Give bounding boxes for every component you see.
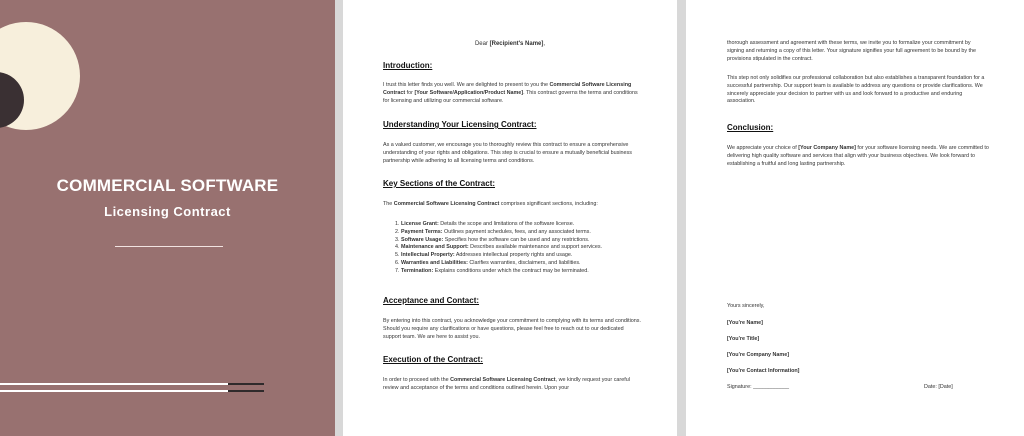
sender-company: [You're Company Name] xyxy=(727,352,789,358)
intro-heading: Introduction: xyxy=(383,61,433,70)
closing: Yours sincerely, xyxy=(727,303,765,309)
list-item: 1. License Grant: Details the scope and limitations of the software license. xyxy=(401,221,645,229)
list-item: 6. Warranties and Liabilities: Clarifies warranties, disclaimers, and liabilities. xyxy=(401,260,645,268)
greeting: Dear [Recipient's Name], xyxy=(474,41,546,47)
partnership-paragraph: This step not only solidifies our professional collaboration but also establishes a transparent foundation for a successful partnership. Our support team is available to address any questions or provide clarifications. We sincerely appreciate your decision to partner with us and look forward to a productive and enduring association. xyxy=(727,75,985,105)
understanding-paragraph: As a valued customer, we encourage you to thoroughly review this contract to ensure a comprehensive understanding of your rights and obligations. This step is crucial to ensure a mutually beneficial business partnership while adhering to all licensing terms and conditions. xyxy=(383,142,632,164)
letter-page-2 xyxy=(686,0,1024,436)
continuation-paragraph: thorough assessment and agreement with these terms, we invite you to formalize your commitment by signing and returning a copy of this letter. Your signature signifies your full agreement to be bound by the provisions stipulated in the contract. xyxy=(727,40,977,62)
acceptance-heading: Acceptance and Contact: xyxy=(383,296,480,305)
acceptance-paragraph: By entering into this contract, you acknowledge your commitment to complying with its terms and conditions. Should you require any clarifications or have questions, please feel free to reach out to our dedicated support team. We are here to assist you. xyxy=(383,318,641,340)
cover-bar xyxy=(0,383,264,385)
intro-paragraph: I trust this letter finds you well. We are delighted to present to you the Commercial Software Licensing Contract for [Your Software/Application/Product Name]. This contract governs the terms and conditions for licensing and utilizing our commercial software. xyxy=(383,82,638,104)
list-item: 5. Intellectual Property: Addresses intellectual property rights and usage. xyxy=(401,252,645,260)
date-line: Date: [Date] xyxy=(924,384,953,390)
key-sections-heading: Key Sections of the Contract: xyxy=(383,179,496,188)
letter-page-1 xyxy=(343,0,677,436)
cover-bar xyxy=(0,390,264,392)
conclusion-paragraph: We appreciate your choice of [Your Company Name] for your software licensing needs. We are committed to delivering high quality software and services that align with your business objectives. We look forward to establishing a fruitful and long lasting partnership. xyxy=(727,145,989,167)
list-item: 4. Maintenance and Support: Describes available maintenance and support services. xyxy=(401,244,645,252)
signature-line: Signature: ____________ xyxy=(727,384,790,390)
key-sections-list xyxy=(383,221,645,276)
sender-contact: [You're Contact Information] xyxy=(727,368,800,374)
cover-bar-accent xyxy=(228,383,264,385)
understanding-heading: Understanding Your Licensing Contract: xyxy=(383,120,537,129)
list-item: 3. Software Usage: Specifies how the software can be used and any restrictions. xyxy=(401,237,645,245)
sender-title: [You're Title] xyxy=(727,336,760,342)
cover-bar-accent xyxy=(228,390,264,392)
list-item: 2. Payment Terms: Outlines payment schedules, fees, and any associated terms. xyxy=(401,229,645,237)
cover-page xyxy=(0,0,335,436)
page-gap xyxy=(677,0,686,436)
list-item: 7. Termination: Explains conditions under which the contract may be terminated. xyxy=(401,268,645,276)
key-sections-intro: The Commercial Software Licensing Contract comprises significant sections, including: xyxy=(383,201,598,207)
execution-paragraph: In order to proceed with the Commercial Software Licensing Contract, we kindly request your careful review and acceptance of the terms and conditions outlined herein. Upon your xyxy=(383,377,630,391)
cover-title: COMMERCIAL SOFTWARE xyxy=(56,176,279,195)
page-gap xyxy=(335,0,343,436)
sender-name: [You're Name] xyxy=(727,320,763,326)
cover-subtitle: Licensing Contract xyxy=(104,204,231,219)
execution-heading: Execution of the Contract: xyxy=(383,355,484,364)
cover-divider xyxy=(115,246,223,247)
conclusion-heading: Conclusion: xyxy=(727,123,774,132)
